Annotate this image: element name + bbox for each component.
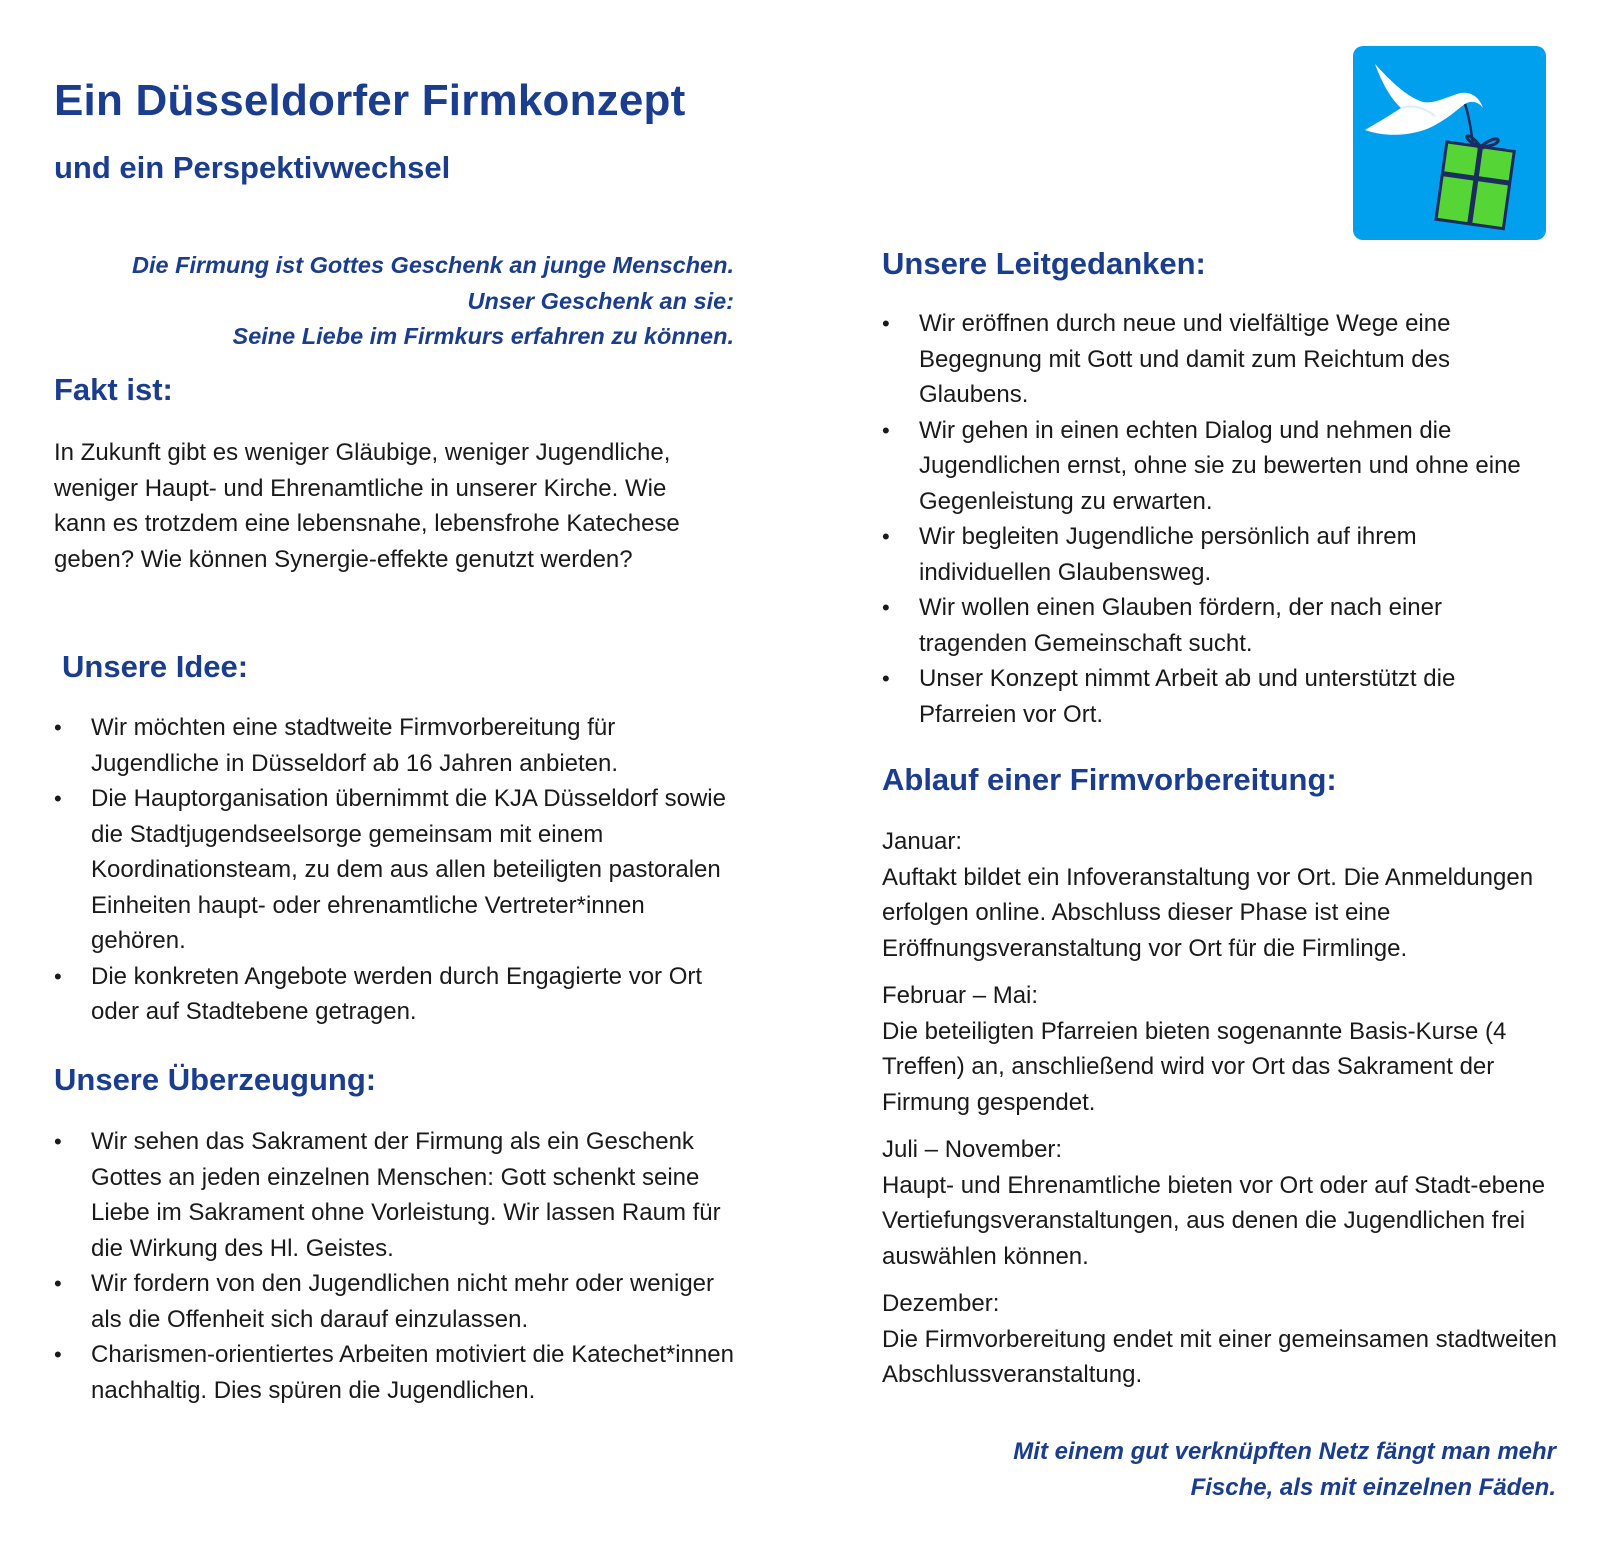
- page-subtitle: und ein Perspektivwechsel: [54, 150, 451, 185]
- closing-line: Fische, als mit einzelnen Fäden.: [1190, 1473, 1556, 1501]
- phase-label: Dezember:: [882, 1290, 1000, 1317]
- phase-december: [882, 1286, 1558, 1393]
- idee-list: [54, 710, 734, 1030]
- list-item: • Wir möchten eine stadtweite Firmvorbereitung für Jugendliche in Düsseldorf ab 16 Jahren anbieten.: [54, 710, 734, 781]
- ablauf-heading: Ablauf einer Firmvorbereitung:: [882, 762, 1337, 797]
- quote-line: Unser Geschenk an sie:: [467, 287, 734, 314]
- page-title: Ein Düsseldorfer Firmkonzept: [54, 76, 686, 125]
- fakt-text: In Zukunft gibt es weniger Gläubige, weniger Jugendliche, weniger Haupt- und Ehrenamtliche in unserer Kirche. Wie kann es trotzdem eine lebensnahe, lebensfrohe Katechese geben? Wie können Synergie-effekte genutzt werden?: [54, 439, 680, 573]
- list-item: • Die Hauptorganisation übernimmt die KJA Düsseldorf sowie die Stadtjugendseelsorge gemeinsam mit einem Koordinationsteam, zu dem aus allen beteiligten pastoralen Einheiten haupt- oder ehrenamtliche Vertreter*innen gehören.: [54, 781, 734, 959]
- ueberzeugung-list: [54, 1124, 734, 1408]
- quote-line: Seine Liebe im Firmkurs erfahren zu können.: [232, 323, 734, 349]
- quote-line: Die Firmung ist Gottes Geschenk an junge Menschen.: [132, 252, 734, 278]
- logo-graphic: [1353, 46, 1546, 240]
- phase-label: Juli – November:: [882, 1136, 1063, 1163]
- intro-quote: [132, 248, 734, 355]
- list-item: • Wir begleiten Jugendliche persönlich auf ihrem individuellen Glaubensweg.: [882, 519, 1552, 590]
- phase-text: Die Firmvorbereitung endet mit einer gemeinsamen stadtweiten Abschlussveranstaltung.: [882, 1325, 1557, 1388]
- ueberzeugung-heading: Unsere Überzeugung:: [54, 1062, 377, 1097]
- leitgedanken-list: [882, 306, 1552, 732]
- idee-heading: Unsere Idee:: [62, 649, 249, 684]
- phase-label: Januar:: [882, 828, 963, 855]
- list-item: • Unser Konzept nimmt Arbeit ab und unterstützt die Pfarreien vor Ort.: [882, 661, 1552, 732]
- list-item: • Die konkreten Angebote werden durch Engagierte vor Ort oder auf Stadtebene getragen.: [54, 959, 734, 1030]
- leitgedanken-heading: Unsere Leitgedanken:: [882, 246, 1206, 281]
- phase-text: Die beteiligten Pfarreien bieten sogenannte Basis-Kurse (4 Treffen) an, anschließend wird vor Ort das Sakrament der Firmung gespendet.: [882, 1017, 1507, 1116]
- phase-text: Auftakt bildet ein Infoveranstaltung vor Ort. Die Anmeldungen erfolgen online. Abschluss dieser Phase ist eine Eröffnungsveranstaltung vor Ort für die Firmlinge.: [882, 863, 1534, 962]
- phase-text: Haupt- und Ehrenamtliche bieten vor Ort oder auf Stadt-ebene Vertiefungsveranstaltungen, aus denen die Jugendlichen frei auswählen können.: [882, 1171, 1546, 1270]
- list-item: • Wir wollen einen Glauben fördern, der nach einer tragenden Gemeinschaft sucht.: [882, 590, 1552, 661]
- phase-label: Februar – Mai:: [882, 982, 1039, 1009]
- list-item: • Wir fordern von den Jugendlichen nicht mehr oder weniger als die Offenheit sich darauf einzulassen.: [54, 1266, 734, 1337]
- list-item: • Wir eröffnen durch neue und vielfältige Wege eine Begegnung mit Gott und damit zum Reichtum des Glaubens.: [882, 306, 1552, 413]
- list-item: • Wir gehen in einen echten Dialog und nehmen die Jugendlichen ernst, ohne sie zu bewerten und ohne eine Gegenleistung zu erwarten.: [882, 413, 1552, 520]
- phase-january: [882, 824, 1558, 966]
- fakt-heading: Fakt ist:: [54, 372, 173, 407]
- closing-line: Mit einem gut verknüpften Netz fängt man mehr: [1013, 1438, 1556, 1465]
- dove-with-gift-icon: [1353, 46, 1546, 240]
- closing-quote: [1013, 1434, 1556, 1505]
- phase-february-may: [882, 978, 1558, 1120]
- list-item: • Wir sehen das Sakrament der Firmung als ein Geschenk Gottes an jeden einzelnen Menschen: Gott schenkt seine Liebe im Sakrament ohne Vorleistung. Wir lassen Raum für die Wirkung des Hl. Geistes.: [54, 1124, 734, 1266]
- ablauf-phases: [882, 824, 1558, 1405]
- phase-july-november: [882, 1132, 1558, 1274]
- list-item: • Charismen-orientiertes Arbeiten motiviert die Katechet*innen nachhaltig. Dies spüren die Jugendlichen.: [54, 1337, 734, 1408]
